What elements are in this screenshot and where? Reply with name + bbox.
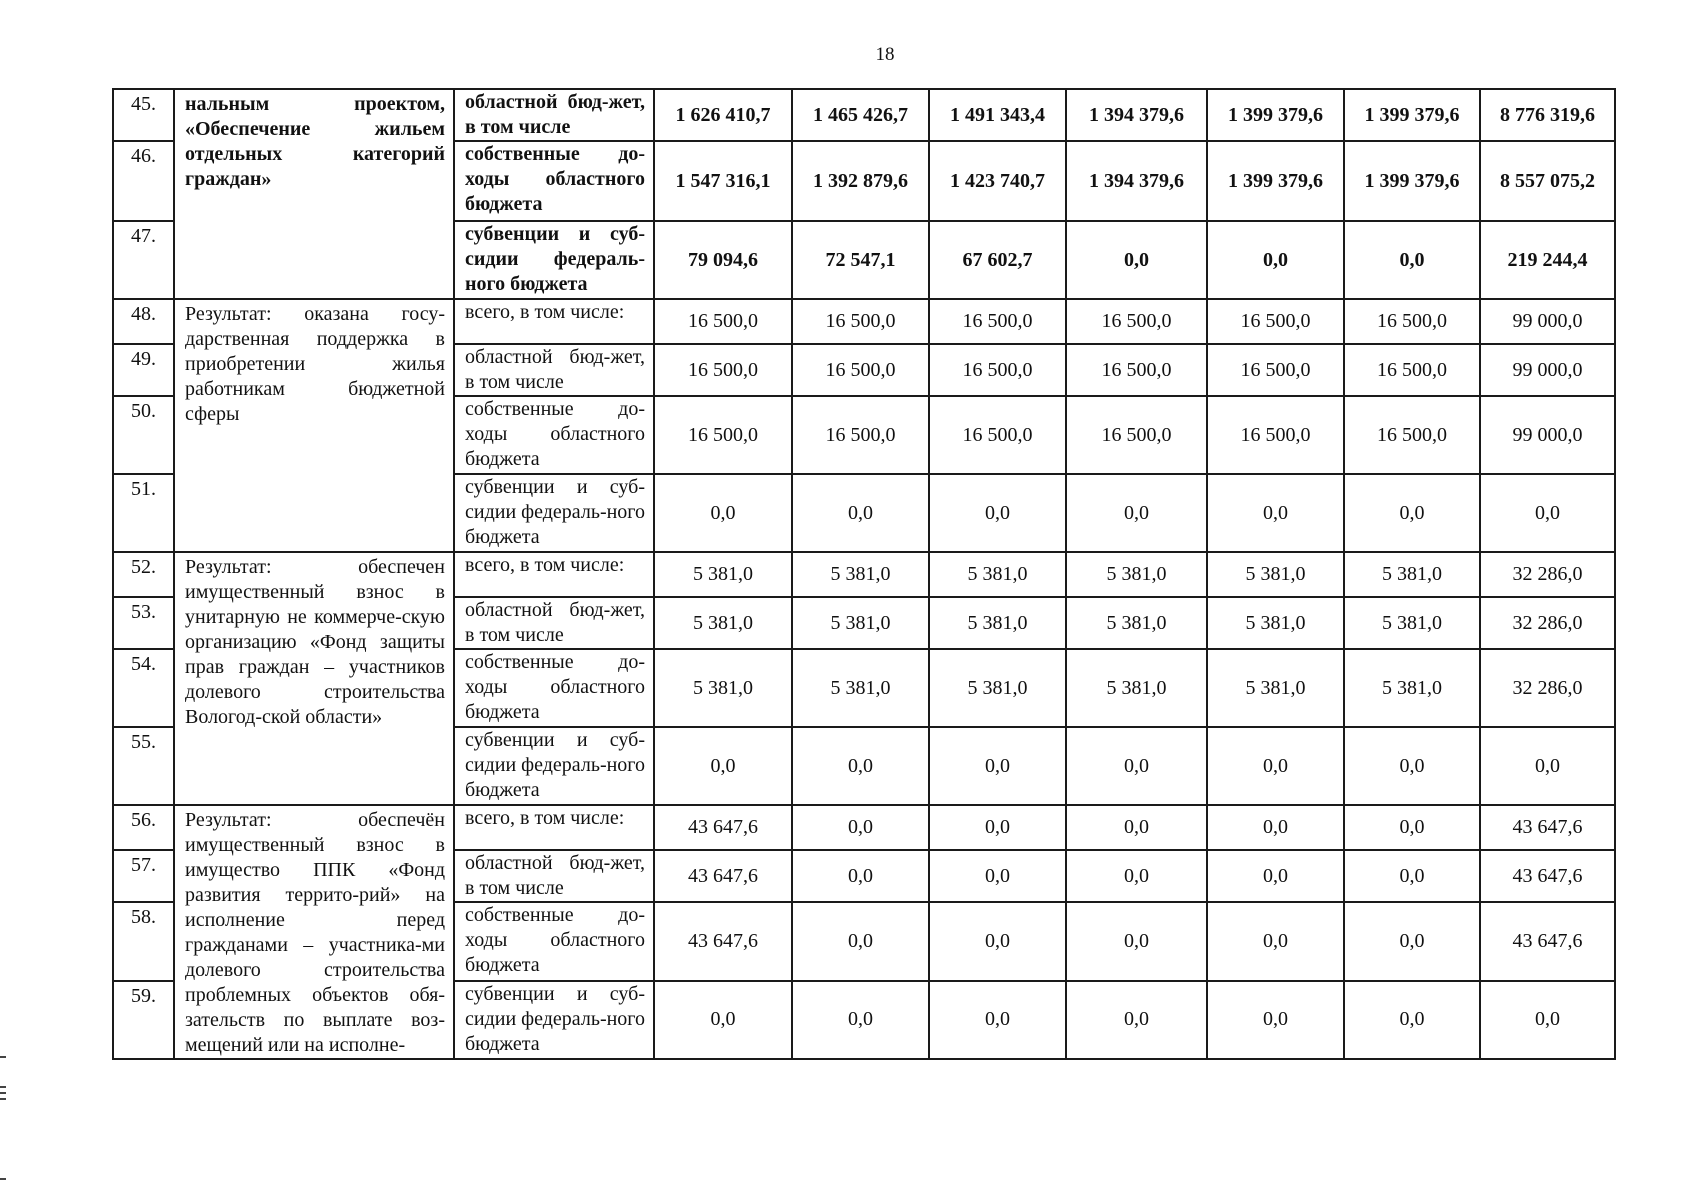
year-value: 5 381,0 <box>792 649 929 727</box>
row-number: 59. <box>113 981 174 1059</box>
year-value: 5 381,0 <box>929 552 1066 597</box>
total-value: 0,0 <box>1480 981 1615 1059</box>
year-value: 0,0 <box>1344 474 1480 552</box>
year-value: 0,0 <box>1066 850 1207 902</box>
funding-source: областной бюд-жет, в том числе <box>454 597 654 649</box>
year-value: 16 500,0 <box>929 299 1066 344</box>
year-value: 0,0 <box>1066 221 1207 299</box>
total-value: 43 647,6 <box>1480 805 1615 850</box>
year-value: 0,0 <box>1207 850 1344 902</box>
total-value: 32 286,0 <box>1480 597 1615 649</box>
year-value: 16 500,0 <box>792 396 929 474</box>
year-value: 0,0 <box>654 474 792 552</box>
year-value: 5 381,0 <box>792 597 929 649</box>
year-value: 0,0 <box>792 902 929 980</box>
year-value: 16 500,0 <box>1066 299 1207 344</box>
year-value: 16 500,0 <box>654 299 792 344</box>
year-value: 0,0 <box>1066 902 1207 980</box>
year-value: 16 500,0 <box>1344 396 1480 474</box>
year-value: 0,0 <box>792 474 929 552</box>
total-value: 32 286,0 <box>1480 552 1615 597</box>
budget-table <box>112 88 1616 1060</box>
year-value: 16 500,0 <box>1207 396 1344 474</box>
total-value: 32 286,0 <box>1480 649 1615 727</box>
year-value: 0,0 <box>1066 981 1207 1059</box>
table-row <box>113 299 1615 344</box>
row-number: 46. <box>113 141 174 221</box>
year-value: 16 500,0 <box>654 344 792 396</box>
year-value: 0,0 <box>929 902 1066 980</box>
funding-source: субвенции и суб-сидии федераль-ного бюджета <box>454 221 654 299</box>
year-value: 0,0 <box>792 805 929 850</box>
year-value: 1 394 379,6 <box>1066 89 1207 141</box>
total-value: 99 000,0 <box>1480 299 1615 344</box>
edge-mark <box>0 1086 6 1088</box>
total-value: 8 557 075,2 <box>1480 141 1615 221</box>
funding-source: собственные до-ходы областного бюджета <box>454 902 654 980</box>
year-value: 16 500,0 <box>654 396 792 474</box>
total-value: 43 647,6 <box>1480 850 1615 902</box>
year-value: 16 500,0 <box>929 396 1066 474</box>
edge-mark <box>0 1098 6 1100</box>
year-value: 1 399 379,6 <box>1344 89 1480 141</box>
funding-source: субвенции и суб-сидии федераль-ного бюджета <box>454 981 654 1059</box>
year-value: 5 381,0 <box>1344 552 1480 597</box>
year-value: 1 423 740,7 <box>929 141 1066 221</box>
table-row <box>113 89 1615 141</box>
year-value: 0,0 <box>929 850 1066 902</box>
row-number: 45. <box>113 89 174 141</box>
year-value: 0,0 <box>654 981 792 1059</box>
year-value: 5 381,0 <box>929 649 1066 727</box>
year-value: 5 381,0 <box>1066 649 1207 727</box>
row-number: 54. <box>113 649 174 727</box>
year-value: 5 381,0 <box>792 552 929 597</box>
year-value: 1 399 379,6 <box>1207 89 1344 141</box>
year-value: 5 381,0 <box>1344 597 1480 649</box>
funding-source: областной бюд-жет, в том числе <box>454 89 654 141</box>
row-number: 57. <box>113 850 174 902</box>
year-value: 0,0 <box>1207 805 1344 850</box>
year-value: 1 626 410,7 <box>654 89 792 141</box>
year-value: 0,0 <box>1207 221 1344 299</box>
year-value: 16 500,0 <box>1066 344 1207 396</box>
year-value: 0,0 <box>1344 805 1480 850</box>
year-value: 1 399 379,6 <box>1344 141 1480 221</box>
row-number: 53. <box>113 597 174 649</box>
row-number: 48. <box>113 299 174 344</box>
year-value: 1 491 343,4 <box>929 89 1066 141</box>
year-value: 0,0 <box>1344 902 1480 980</box>
edge-mark <box>0 1092 6 1094</box>
year-value: 16 500,0 <box>1207 299 1344 344</box>
funding-source: областной бюд-жет, в том числе <box>454 850 654 902</box>
year-value: 16 500,0 <box>1207 344 1344 396</box>
total-value: 0,0 <box>1480 474 1615 552</box>
year-value: 0,0 <box>929 805 1066 850</box>
year-value: 79 094,6 <box>654 221 792 299</box>
funding-source: всего, в том числе: <box>454 552 654 597</box>
year-value: 0,0 <box>654 727 792 805</box>
year-value: 16 500,0 <box>1344 299 1480 344</box>
year-value: 43 647,6 <box>654 850 792 902</box>
year-value: 16 500,0 <box>1066 396 1207 474</box>
year-value: 5 381,0 <box>1344 649 1480 727</box>
year-value: 5 381,0 <box>654 597 792 649</box>
row-number: 56. <box>113 805 174 850</box>
year-value: 5 381,0 <box>654 552 792 597</box>
year-value: 5 381,0 <box>1066 597 1207 649</box>
year-value: 1 392 879,6 <box>792 141 929 221</box>
funding-source: собственные до-ходы областного бюджета <box>454 141 654 221</box>
funding-source: областной бюд-жет, в том числе <box>454 344 654 396</box>
page-number: 18 <box>875 44 895 65</box>
year-value: 0,0 <box>1066 805 1207 850</box>
row-number: 58. <box>113 902 174 980</box>
total-value: 219 244,4 <box>1480 221 1615 299</box>
year-value: 0,0 <box>792 981 929 1059</box>
table-row <box>113 805 1615 850</box>
row-number: 52. <box>113 552 174 597</box>
year-value: 0,0 <box>792 850 929 902</box>
year-value: 5 381,0 <box>1066 552 1207 597</box>
year-value: 43 647,6 <box>654 805 792 850</box>
year-value: 5 381,0 <box>1207 649 1344 727</box>
row-number: 51. <box>113 474 174 552</box>
funding-source: собственные до-ходы областного бюджета <box>454 396 654 474</box>
year-value: 0,0 <box>929 981 1066 1059</box>
row-number: 50. <box>113 396 174 474</box>
year-value: 0,0 <box>1344 850 1480 902</box>
year-value: 5 381,0 <box>1207 552 1344 597</box>
year-value: 0,0 <box>1344 221 1480 299</box>
funding-source: всего, в том числе: <box>454 299 654 344</box>
total-value: 8 776 319,6 <box>1480 89 1615 141</box>
activity-description: Результат: обеспечен имущественный взнос в унитарную не коммерче-скую организацию «Фонд защиты прав граждан – участников долевого строительства Вологод-ской области» <box>174 552 454 805</box>
total-value: 0,0 <box>1480 727 1615 805</box>
year-value: 16 500,0 <box>792 299 929 344</box>
row-number: 47. <box>113 221 174 299</box>
year-value: 16 500,0 <box>792 344 929 396</box>
year-value: 0,0 <box>1207 981 1344 1059</box>
activity-description: нальным проектом, «Обеспечение жильем отдельных категорий граждан» <box>174 89 454 299</box>
year-value: 0,0 <box>1207 902 1344 980</box>
activity-description: Результат: оказана госу-дарственная поддержка в приобретении жилья работникам бюджетной сферы <box>174 299 454 552</box>
edge-mark <box>0 1056 6 1058</box>
year-value: 72 547,1 <box>792 221 929 299</box>
table-row <box>113 552 1615 597</box>
year-value: 0,0 <box>1344 981 1480 1059</box>
year-value: 1 399 379,6 <box>1207 141 1344 221</box>
year-value: 5 381,0 <box>1207 597 1344 649</box>
total-value: 99 000,0 <box>1480 396 1615 474</box>
funding-source: субвенции и суб-сидии федераль-ного бюджета <box>454 474 654 552</box>
year-value: 0,0 <box>792 727 929 805</box>
year-value: 67 602,7 <box>929 221 1066 299</box>
funding-source: собственные до-ходы областного бюджета <box>454 649 654 727</box>
year-value: 43 647,6 <box>654 902 792 980</box>
year-value: 0,0 <box>1066 727 1207 805</box>
total-value: 99 000,0 <box>1480 344 1615 396</box>
year-value: 16 500,0 <box>1344 344 1480 396</box>
row-number: 55. <box>113 727 174 805</box>
year-value: 5 381,0 <box>929 597 1066 649</box>
funding-source: субвенции и суб-сидии федераль-ного бюджета <box>454 727 654 805</box>
year-value: 1 547 316,1 <box>654 141 792 221</box>
year-value: 0,0 <box>1207 727 1344 805</box>
year-value: 5 381,0 <box>654 649 792 727</box>
edge-mark <box>0 1178 6 1180</box>
year-value: 0,0 <box>1066 474 1207 552</box>
year-value: 0,0 <box>1344 727 1480 805</box>
year-value: 16 500,0 <box>929 344 1066 396</box>
activity-description: Результат: обеспечён имущественный взнос в имущество ППК «Фонд развития террито-рий» на исполнение перед гражданами – участника-ми долевого строительства проблемных объектов обя-зательств по выплате воз-мещений или на исполне- <box>174 805 454 1059</box>
year-value: 1 465 426,7 <box>792 89 929 141</box>
year-value: 0,0 <box>929 474 1066 552</box>
year-value: 1 394 379,6 <box>1066 141 1207 221</box>
total-value: 43 647,6 <box>1480 902 1615 980</box>
year-value: 0,0 <box>929 727 1066 805</box>
funding-source: всего, в том числе: <box>454 805 654 850</box>
row-number: 49. <box>113 344 174 396</box>
year-value: 0,0 <box>1207 474 1344 552</box>
